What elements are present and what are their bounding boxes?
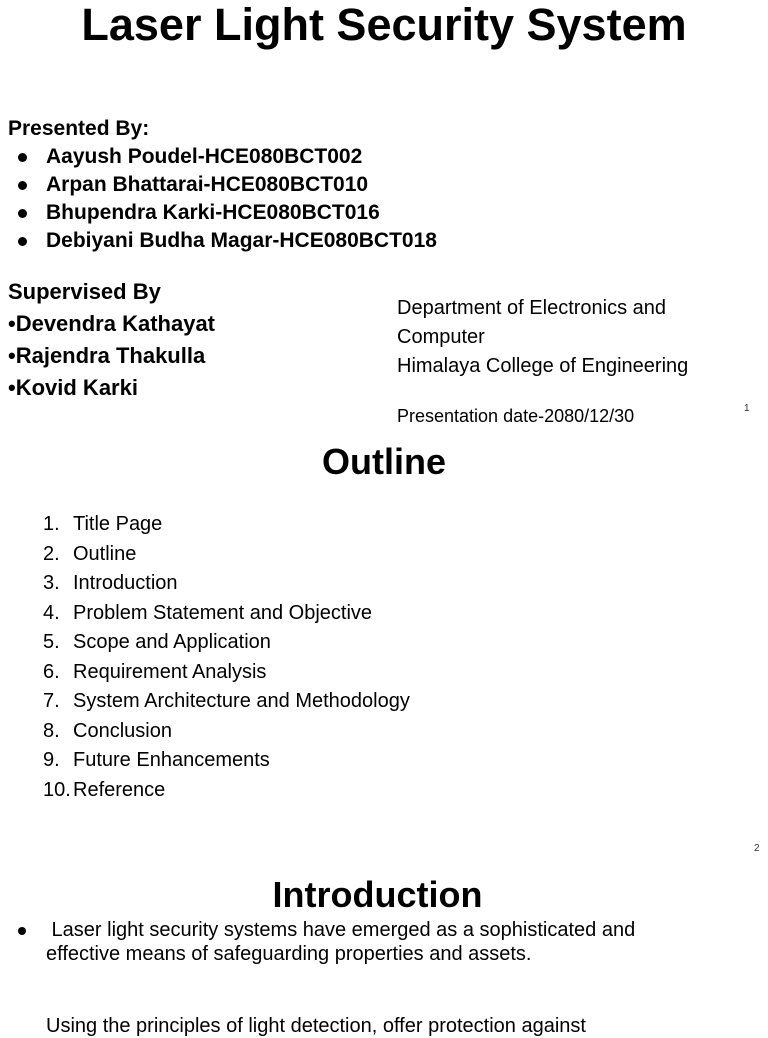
list-item: 6. Requirement Analysis — [43, 660, 267, 683]
supervisor-name: •Kovid Karki — [8, 375, 138, 400]
list-item: 8. Conclusion — [43, 719, 172, 742]
list-item: 9. Future Enhancements — [43, 749, 270, 771]
supervisor-name: •Devendra Kathayat — [8, 311, 216, 336]
list-item: 10. Reference — [43, 778, 166, 801]
presented-by-heading: Presented By: — [8, 117, 150, 140]
department-line: Department of Electronics and — [397, 297, 667, 319]
list-item: 4. Problem Statement and Objective — [43, 601, 373, 624]
intro-bullet: Laser light security systems have emerged as a sophisticated and effective means of safeguarding properties and assets. — [0, 918, 768, 966]
bullet-icon — [18, 209, 27, 218]
list-item: 3. Introduction — [43, 572, 178, 594]
list-item: 5. Scope and Application — [43, 631, 271, 653]
introduction-title: Introduction — [272, 874, 483, 915]
supervised-by-heading: Supervised By — [8, 279, 161, 304]
bullet-icon — [18, 153, 27, 162]
list-item: 7. System Architecture and Methodology — [43, 690, 410, 712]
list-item: 2. Outline — [43, 542, 137, 565]
page-number: 1 — [744, 403, 750, 414]
bullet-icon — [18, 927, 26, 935]
outline-title: Outline — [322, 441, 446, 482]
slide-title: Laser Light Security System — [81, 0, 687, 50]
supervisor-name: •Rajendra Thakulla — [8, 343, 206, 368]
presentation-date: Presentation date-2080/12/30 — [397, 406, 635, 426]
list-item: Bhupendra Karki-HCE080BCT016 — [8, 199, 568, 227]
intro-bullet-partial: Using the principles of light detection, offer protection against — [46, 1015, 586, 1037]
bullet-icon — [18, 237, 27, 246]
page-number: 2 — [754, 843, 760, 854]
presenter-list — [8, 143, 568, 255]
college-name: Himalaya College of Engineering — [397, 355, 689, 377]
bullet-icon — [18, 181, 27, 190]
department-line: Computer — [397, 326, 485, 348]
list-item: Debiyani Budha Magar-HCE080BCT018 — [8, 227, 568, 255]
list-item: Arpan Bhattarai-HCE080BCT010 — [8, 171, 568, 199]
list-item: 1. Title Page — [43, 513, 163, 535]
list-item: Aayush Poudel-HCE080BCT002 — [8, 143, 568, 171]
outline-list — [43, 510, 523, 805]
